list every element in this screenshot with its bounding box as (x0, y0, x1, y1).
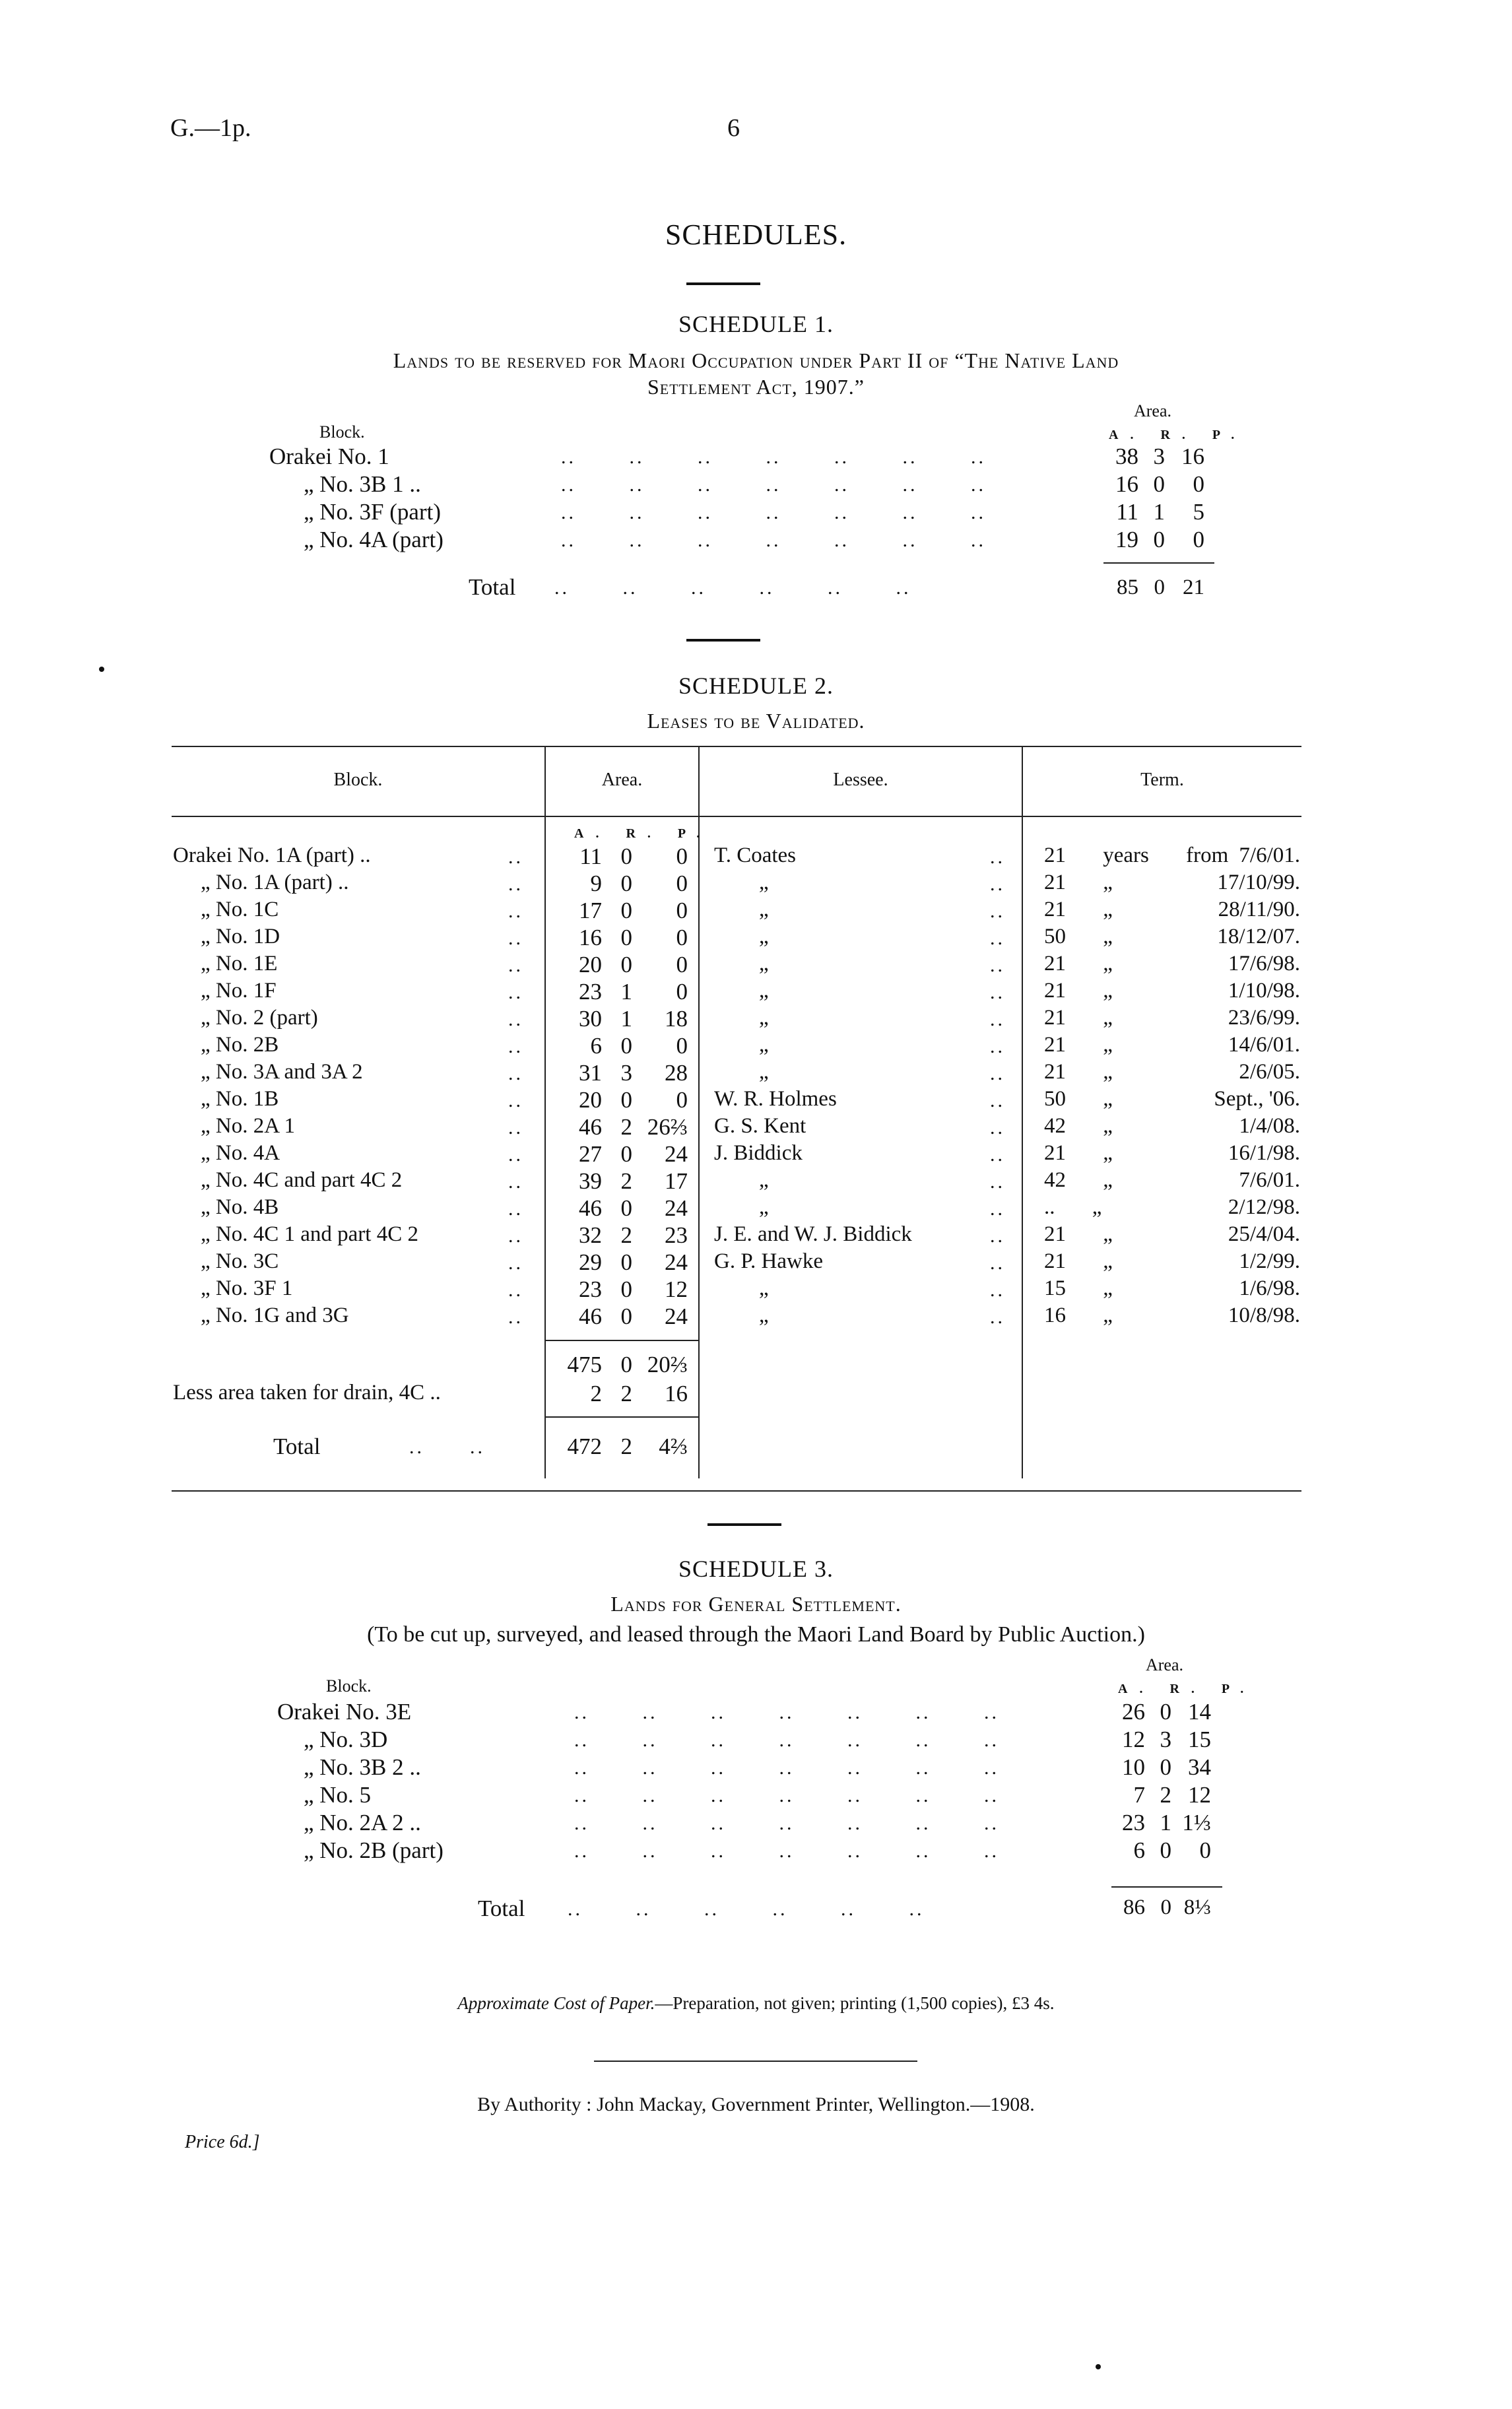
schedule2-lessee-leaders: .. (990, 846, 1005, 868)
schedule2-bottom-rule (172, 1490, 1301, 1492)
schedule2-p: 24 (665, 1141, 688, 1167)
schedule3-leaders: .. .. .. .. .. .. .. (574, 1757, 999, 1779)
schedule3-block-header: Block. (326, 1676, 372, 1696)
schedule3-r: 2 (1160, 1782, 1171, 1808)
schedule2-lessee-leaders: .. (990, 981, 1005, 1003)
schedule3-p: 0 (1199, 1837, 1211, 1863)
schedule2-lessee-leaders: .. (990, 873, 1005, 895)
schedule1-block: „ No. 4A (part) (304, 527, 444, 552)
schedule2-r: 0 (620, 1141, 632, 1167)
schedule1-p: 5 (1193, 499, 1204, 525)
page-number: 6 (727, 114, 740, 142)
schedule2-block-leaders: .. (508, 900, 523, 922)
schedule2-lessee: J. E. and W. J. Biddick (714, 1222, 912, 1246)
schedule1-a: 38 (1115, 444, 1138, 469)
schedule3-p: 15 (1188, 1727, 1211, 1752)
schedule2-lessee: „ (759, 1276, 769, 1300)
schedule2-block-leaders: .. (508, 873, 523, 895)
printer-authority: By Authority : John Mackay, Government Printer, Wellington.—1908. (477, 2094, 1035, 2115)
schedule2-a: 46 (579, 1195, 602, 1221)
schedule2-term-date: 18/12/07. (1217, 925, 1300, 948)
schedule2-a: 32 (579, 1222, 602, 1248)
schedule2-r: 0 (620, 898, 632, 923)
schedule2-p: 24 (665, 1195, 688, 1221)
schedule1-block-header: Block. (319, 422, 365, 442)
schedule3-total-leaders: .. .. .. .. .. .. (568, 1898, 925, 1920)
schedule2-term-years: 21 „ (1044, 871, 1113, 894)
schedule2-a: 27 (579, 1141, 602, 1167)
schedule2-lessee: „ (759, 979, 769, 1003)
schedule2-term-years: 21 „ (1044, 1006, 1113, 1030)
schedule2-r: 3 (620, 1060, 632, 1086)
schedule2-block-leaders: .. (508, 1252, 523, 1274)
schedule2-a: 46 (579, 1114, 602, 1140)
schedule2-lessee-leaders: .. (990, 900, 1005, 922)
schedule2-a: 17 (579, 898, 602, 923)
schedule3-r: 0 (1160, 1699, 1171, 1725)
schedule2-term-date: 2/12/98. (1228, 1195, 1300, 1219)
schedule2-lessee-leaders: .. (990, 1008, 1005, 1030)
schedule1-subtitle-line2: Settlement Act, 1907.” (647, 375, 865, 399)
cost-footnote-label: Approximate Cost of Paper. (457, 1993, 655, 2013)
schedule2-block-leaders: .. (508, 1306, 523, 1328)
schedule1-total-a: 85 (1117, 576, 1138, 599)
schedule1-leaders: .. .. .. .. .. .. .. (561, 502, 986, 523)
schedule1-leaders: .. .. .. .. .. .. .. (561, 474, 986, 496)
schedule2-p: 0 (676, 1087, 688, 1113)
schedule2-lessee: J. Biddick (714, 1141, 803, 1165)
schedule2-block: „ No. 1F (201, 979, 277, 1003)
schedule3-block: „ No. 3D (304, 1727, 388, 1752)
cost-footnote-text: —Preparation, not given; printing (1,500 copies), £3 4s. (655, 1993, 1055, 2013)
schedule2-term-date: Sept., '06. (1214, 1087, 1300, 1111)
schedule2-r: 0 (620, 952, 632, 977)
schedule2-p: 0 (676, 925, 688, 950)
schedule3-leaders: .. .. .. .. .. .. .. (574, 1701, 999, 1723)
schedule2-p: 18 (665, 1006, 688, 1032)
price-note: Price 6d.] (185, 2132, 260, 2152)
schedule1-subtitle-line1: Lands to be reserved for Maori Occupation under Part II of “The Native Land (393, 348, 1119, 372)
schedule3-block: „ No. 3B 2 .. (304, 1754, 421, 1780)
schedule2-block: „ No. 1B (201, 1087, 279, 1111)
schedule2-term-years: 21 „ (1044, 898, 1113, 921)
schedule3-a: 7 (1133, 1782, 1145, 1808)
schedule2-p: 0 (676, 952, 688, 977)
schedule2-term-date: 1/10/98. (1228, 979, 1300, 1003)
schedule2-term-date: 1/4/08. (1239, 1114, 1300, 1138)
schedule2-lessee-leaders: .. (990, 1306, 1005, 1328)
schedule2-less-p: 16 (665, 1381, 688, 1406)
schedule2-block-leaders: .. (508, 1225, 523, 1247)
schedule2-term-date: 10/8/98. (1228, 1304, 1300, 1327)
schedule2-block-leaders: .. (508, 1279, 523, 1301)
schedule3-block: Orakei No. 3E (277, 1699, 412, 1725)
schedule2-lessee: „ (759, 1033, 769, 1057)
schedule2-r: 0 (620, 925, 632, 950)
schedule1-r: 0 (1153, 471, 1165, 497)
schedule2-block-leaders: .. (508, 954, 523, 976)
schedule2-divider-term (1022, 747, 1023, 1478)
schedule2-block-leaders: .. (508, 1144, 523, 1166)
schedule3-p: 34 (1188, 1754, 1211, 1780)
schedule2-block-header: Block. (333, 770, 383, 790)
schedule2-area-header: Area. (601, 770, 643, 790)
schedule2-lessee-leaders: .. (990, 1063, 1005, 1084)
schedule2-lessee: „ (759, 898, 769, 921)
schedule2-r: 2 (620, 1114, 632, 1140)
schedule2-a: 23 (579, 979, 602, 1005)
schedule2-subtotal-r: 0 (620, 1352, 632, 1377)
schedule2-block: Orakei No. 1A (part) .. (173, 843, 371, 867)
schedule2-block-leaders: .. (508, 846, 523, 868)
schedule2-r: 1 (620, 1006, 632, 1032)
schedule2-lessee-leaders: .. (990, 1144, 1005, 1166)
schedule2-lessee-leaders: .. (990, 1252, 1005, 1274)
schedule1-a: 19 (1115, 527, 1138, 552)
schedule2-a: 30 (579, 1006, 602, 1032)
schedule2-p: 24 (665, 1304, 688, 1329)
schedule2-less-a: 2 (590, 1381, 602, 1406)
schedule2-total-a: 472 (567, 1434, 602, 1459)
cost-footnote (0, 1993, 1512, 2014)
schedule2-term-years: 15 „ (1044, 1276, 1113, 1300)
schedule2-block: „ No. 4C and part 4C 2 (201, 1168, 403, 1192)
schedule2-block: „ No. 4B (201, 1195, 279, 1219)
schedule3-a: 26 (1122, 1699, 1145, 1725)
schedule2-block: „ No. 1D (201, 925, 280, 948)
schedule2-a: 6 (590, 1033, 602, 1059)
schedule2-term-years: 21 „ (1044, 952, 1113, 975)
schedule1-a: 11 (1116, 499, 1138, 525)
schedule2-p: 0 (676, 871, 688, 896)
schedule2-p: 26⅔ (647, 1114, 688, 1140)
schedule2-header-rule (172, 816, 1301, 817)
schedule2-block-leaders: .. (508, 1090, 523, 1111)
schedule3-a: 10 (1122, 1754, 1145, 1780)
schedule2-subtotal-rule (546, 1340, 698, 1341)
schedule2-p: 0 (676, 843, 688, 869)
schedule2-lessee: G. S. Kent (714, 1114, 806, 1138)
schedule2-subtitle: Leases to be Validated. (647, 709, 865, 733)
schedule2-p: 24 (665, 1249, 688, 1275)
schedule1-total-label: Total (469, 574, 516, 600)
schedule2-lessee-leaders: .. (990, 1036, 1005, 1057)
schedule2-a: 20 (579, 952, 602, 977)
schedule2-a: 46 (579, 1304, 602, 1329)
schedule3-p: 1⅓ (1182, 1810, 1211, 1835)
schedule2-block: „ No. 1G and 3G (201, 1304, 349, 1327)
schedule1-block: Orakei No. 1 (269, 444, 389, 469)
schedule3-total-r: 0 (1160, 1896, 1171, 1919)
schedule3-total-label: Total (478, 1896, 525, 1921)
schedule1-block: „ No. 3B 1 .. (304, 471, 421, 497)
schedule2-p: 12 (665, 1276, 688, 1302)
schedule2-block-leaders: .. (508, 1063, 523, 1084)
schedule2-term-years: 21 years from (1044, 843, 1229, 867)
schedule2-term-header: Term. (1140, 770, 1184, 790)
schedule2-r: 0 (620, 1276, 632, 1302)
schedule2-r: 1 (620, 979, 632, 1005)
schedule2-term-date: 2/6/05. (1239, 1060, 1300, 1084)
schedule2-block-leaders: .. (508, 981, 523, 1003)
scan-speck (1096, 2364, 1101, 2369)
schedule3-r: 3 (1160, 1727, 1171, 1752)
schedule1-end-rule (686, 639, 760, 642)
schedule2-block: „ No. 1A (part) .. (201, 871, 349, 894)
schedule2-term-date: 25/4/04. (1228, 1222, 1300, 1246)
schedule2-term-years: 21 „ (1044, 1060, 1113, 1084)
schedule2-lessee-leaders: .. (990, 1117, 1005, 1138)
authority-rule (594, 2061, 917, 2062)
schedule2-lessee: „ (759, 1195, 769, 1219)
schedule2-lessee-leaders: .. (990, 1225, 1005, 1247)
schedule3-r: 1 (1160, 1810, 1171, 1835)
schedule2-a: 16 (579, 925, 602, 950)
schedule2-lessee: T. Coates (714, 843, 797, 867)
page-title: SCHEDULES. (665, 218, 847, 251)
schedule2-block-leaders: .. (508, 1171, 523, 1193)
schedule2-lessee-leaders: .. (990, 927, 1005, 949)
schedule2-term-date: 28/11/90. (1218, 898, 1300, 921)
schedule3-total-p: 8⅓ (1183, 1896, 1211, 1919)
schedule2-term-date: 1/6/98. (1239, 1276, 1300, 1300)
schedule2-r: 0 (620, 871, 632, 896)
schedule2-lessee: „ (759, 1006, 769, 1030)
schedule2-r: 2 (620, 1222, 632, 1248)
schedule3-block: „ No. 2A 2 .. (304, 1810, 421, 1835)
schedule2-p: 17 (665, 1168, 688, 1194)
schedule2-p: 28 (665, 1060, 688, 1086)
schedule2-a: 39 (579, 1168, 602, 1194)
schedule2-block: „ No. 3A and 3A 2 (201, 1060, 363, 1084)
schedule2-r: 0 (620, 843, 632, 869)
schedule2-term-years: 21 „ (1044, 1249, 1113, 1273)
schedule2-lessee: „ (759, 871, 769, 894)
scan-speck (99, 667, 104, 672)
schedule2-term-years: 42 „ (1044, 1168, 1113, 1192)
schedule3-leaders: .. .. .. .. .. .. .. (574, 1840, 999, 1862)
schedule1-total-leaders: .. .. .. .. .. .. (554, 577, 911, 599)
schedule2-block: „ No. 2B (201, 1033, 279, 1057)
schedule3-a: 12 (1122, 1727, 1145, 1752)
schedule2-lessee: „ (759, 952, 769, 975)
schedule2-divider-lessee (698, 747, 700, 1478)
schedule2-term-date: 23/6/99. (1228, 1006, 1300, 1030)
page-reference: G.—1p. (170, 114, 251, 142)
schedule2-a: 31 (579, 1060, 602, 1086)
schedule3-r: 0 (1160, 1837, 1171, 1863)
schedule2-lessee-leaders: .. (990, 1279, 1005, 1301)
schedule3-block: „ No. 2B (part) (304, 1837, 444, 1863)
schedule2-term-date: 16/1/98. (1228, 1141, 1300, 1165)
schedule2-lessee: G. P. Hawke (714, 1249, 823, 1273)
schedule3-leaders: .. .. .. .. .. .. .. (574, 1729, 999, 1751)
schedule2-total-label: Total (273, 1434, 321, 1459)
schedule2-subtotal-a: 475 (567, 1352, 602, 1377)
schedule2-arp-header: A. R. P. (574, 826, 712, 841)
schedule2-top-rule (172, 746, 1301, 747)
schedule3-leaders: .. .. .. .. .. .. .. (574, 1812, 999, 1834)
schedule2-block: „ No. 4C 1 and part 4C 2 (201, 1222, 418, 1246)
schedule2-r: 0 (620, 1249, 632, 1275)
schedule2-block: „ No. 2A 1 (201, 1114, 295, 1138)
schedule2-lessee-leaders: .. (990, 1171, 1005, 1193)
schedule2-block: „ No. 1C (201, 898, 279, 921)
schedule2-a: 20 (579, 1087, 602, 1113)
schedule2-term-years: 42 „ (1044, 1114, 1113, 1138)
schedule2-lessee: „ (759, 925, 769, 948)
schedule1-total-p: 21 (1183, 576, 1204, 599)
schedule1-total-r: 0 (1154, 576, 1165, 599)
schedule3-area-header: Area. (1146, 1655, 1184, 1674)
schedule2-term-years: 50 „ (1044, 1087, 1113, 1111)
schedule2-title: SCHEDULE 2. (678, 673, 834, 699)
schedule2-lessee: „ (759, 1060, 769, 1084)
schedule1-title: SCHEDULE 1. (678, 311, 834, 337)
schedule1-block: „ No. 3F (part) (304, 499, 442, 525)
schedule3-subtitle: Lands for General Settlement. (610, 1592, 902, 1616)
schedule2-divider-area (544, 747, 546, 1478)
schedule1-leaders: .. .. .. .. .. .. .. (561, 446, 986, 468)
schedule2-lessee: „ (759, 1304, 769, 1327)
schedule2-r: 0 (620, 1304, 632, 1329)
schedule2-block-leaders: .. (508, 1198, 523, 1220)
schedule2-term-years: 21 „ (1044, 979, 1113, 1003)
schedule2-total-leaders: .. .. (409, 1436, 485, 1458)
schedule3-block: „ No. 5 (304, 1782, 372, 1808)
schedule2-a: 9 (590, 871, 602, 896)
schedule2-a: 11 (579, 843, 602, 869)
schedule2-lessee-header: Lessee. (833, 770, 888, 790)
schedule1-area-header: Area. (1134, 401, 1172, 420)
schedule1-p: 16 (1181, 444, 1204, 469)
schedule1-r: 0 (1153, 527, 1165, 552)
schedule2-term-years: 50 „ (1044, 925, 1113, 948)
schedule2-r: 2 (620, 1168, 632, 1194)
schedule2-block: „ No. 3C (201, 1249, 279, 1273)
schedule2-term-date: 7/6/01. (1239, 1168, 1300, 1192)
schedule2-subtotal-p: 20⅔ (647, 1352, 688, 1377)
schedule2-p: 0 (676, 1033, 688, 1059)
schedule2-term-date: 1/2/99. (1239, 1249, 1300, 1273)
schedule2-block-leaders: .. (508, 927, 523, 949)
schedule1-total-rule (1103, 562, 1214, 564)
schedule2-lessee-leaders: .. (990, 1090, 1005, 1111)
schedule2-block-leaders: .. (508, 1117, 523, 1138)
schedule2-p: 23 (665, 1222, 688, 1248)
schedule2-term-years: 21 „ (1044, 1222, 1113, 1246)
schedule2-lessee-leaders: .. (990, 1198, 1005, 1220)
schedule1-leaders: .. .. .. .. .. .. .. (561, 529, 986, 551)
schedule3-a: 6 (1133, 1837, 1145, 1863)
schedule2-block: „ No. 4A (201, 1141, 280, 1165)
schedule2-block: „ No. 3F 1 (201, 1276, 293, 1300)
schedule3-total-a: 86 (1123, 1896, 1145, 1919)
schedule3-total-rule (1111, 1886, 1222, 1888)
schedule2-r: 0 (620, 1033, 632, 1059)
schedule2-r: 0 (620, 1195, 632, 1221)
schedule2-a: 23 (579, 1276, 602, 1302)
schedule2-less-r: 2 (620, 1381, 632, 1406)
schedule3-leaders: .. .. .. .. .. .. .. (574, 1785, 999, 1806)
schedule2-total-rule (546, 1416, 698, 1418)
schedule2-lessee: „ (759, 1168, 769, 1192)
schedule3-p: 14 (1188, 1699, 1211, 1725)
schedule1-p: 0 (1193, 527, 1204, 552)
schedule3-title: SCHEDULE 3. (678, 1556, 834, 1582)
schedule2-term-years: 21 „ (1044, 1033, 1113, 1057)
schedule1-r: 1 (1153, 499, 1165, 525)
schedule2-r: 0 (620, 1087, 632, 1113)
schedule2-lessee: W. R. Holmes (714, 1087, 837, 1111)
schedule2-total-p: 4⅔ (659, 1434, 688, 1459)
schedule3-arp-header: A. R. P. (1118, 1682, 1256, 1696)
schedule1-r: 3 (1153, 444, 1165, 469)
schedule3-note: (To be cut up, surveyed, and leased through the Maori Land Board by Public Auction.) (367, 1622, 1145, 1647)
schedule2-a: 29 (579, 1249, 602, 1275)
schedule1-arp-header: A. R. P. (1109, 428, 1247, 442)
schedule2-block: „ No. 1E (201, 952, 278, 975)
schedule2-term-date: 17/6/98. (1228, 952, 1300, 975)
schedule2-term-date: 17/10/99. (1217, 871, 1300, 894)
schedule2-term-date: 14/6/01. (1228, 1033, 1300, 1057)
schedule2-block-leaders: .. (508, 1036, 523, 1057)
schedule2-block-leaders: .. (508, 1008, 523, 1030)
schedule2-p: 0 (676, 898, 688, 923)
schedule3-r: 0 (1160, 1754, 1171, 1780)
schedule2-p: 0 (676, 979, 688, 1005)
schedule1-p: 0 (1193, 471, 1204, 497)
schedule1-a: 16 (1115, 471, 1138, 497)
schedule2-less-label: Less area taken for drain, 4C .. (173, 1381, 441, 1404)
schedule2-term-years: 21 „ (1044, 1141, 1113, 1165)
schedule3-p: 12 (1188, 1782, 1211, 1808)
schedule2-block: „ No. 2 (part) (201, 1006, 318, 1030)
schedule2-lessee-leaders: .. (990, 954, 1005, 976)
schedule2-term-date: 7/6/01. (1239, 843, 1300, 867)
schedule2-term-years: .. „ (1044, 1195, 1102, 1219)
schedule2-end-rule (707, 1523, 781, 1526)
schedule2-term-years: 16 „ (1044, 1304, 1113, 1327)
title-rule (686, 282, 760, 285)
schedule3-a: 23 (1122, 1810, 1145, 1835)
schedule2-total-r: 2 (620, 1434, 632, 1459)
